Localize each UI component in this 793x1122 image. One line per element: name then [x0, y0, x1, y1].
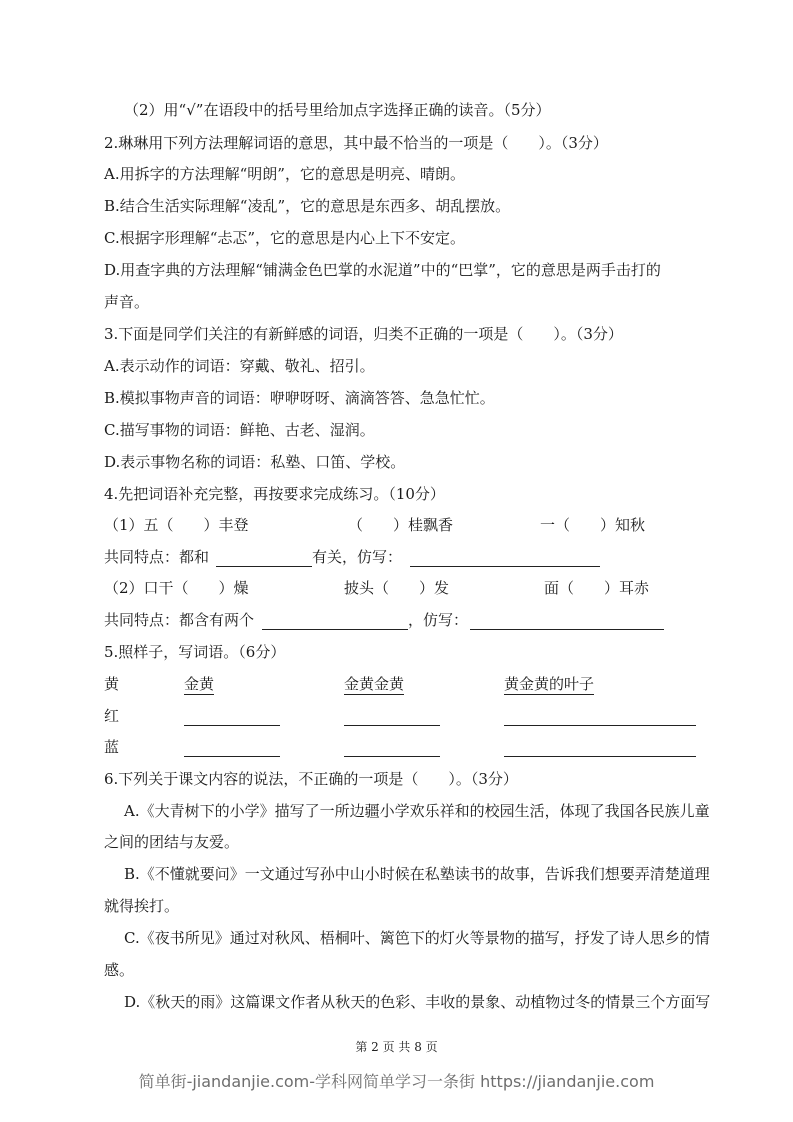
question-4-note-2: [104, 610, 764, 630]
example-word-1: 金黄: [184, 675, 215, 693]
question-6-option-a-line1: A.《大青树下的小学》描写了一所边疆小学欢乐祥和的校园生活，体现了我国各民族儿童: [124, 802, 710, 820]
char-label: 黄: [104, 675, 120, 693]
question-2-option-a: A.用拆字的方法理解“明朗”，它的意思是明亮、晴朗。: [104, 165, 465, 183]
answer-blank[interactable]: [504, 706, 696, 726]
answer-blank[interactable]: [470, 610, 664, 630]
question-2-option-c: C.根据字形理解“忐忑”，它的意思是内心上下不安定。: [104, 229, 466, 247]
question-1-part-2: （2）用“√”在语段中的括号里给加点字选择正确的读音。（5分）: [124, 101, 551, 119]
idiom-1: （1）五（ ）丰登: [104, 516, 249, 534]
question-2-option-d-line2: 声音。: [104, 293, 150, 311]
answer-blank[interactable]: [504, 737, 696, 757]
question-2-option-b: B.结合生活实际理解“凌乱”，它的意思是东西多、胡乱摆放。: [104, 197, 511, 215]
question-4-note-1: [104, 547, 764, 567]
answer-blank[interactable]: [184, 737, 280, 757]
question-4-stem: 4.先把词语补充完整，再按要求完成练习。（10分）: [104, 485, 445, 503]
imitate-label: 有关，仿写：: [312, 548, 403, 566]
question-3-stem: 3.下面是同学们关注的有新鲜感的词语，归类不正确的一项是（ ）。（3分）: [104, 325, 623, 343]
question-2-option-d-line1: D.用查字典的方法理解“铺满金色巴掌的水泥道”中的“巴掌”，它的意思是两手击打的: [104, 261, 661, 279]
answer-blank[interactable]: [344, 706, 440, 726]
example-word-2: 金黄金黄: [344, 675, 405, 693]
question-5-example-row: [104, 674, 764, 694]
common-feature-label: 共同特点：都和: [104, 548, 210, 566]
char-label: 红: [104, 707, 120, 725]
question-6-stem: 6.下列关于课文内容的说法，不正确的一项是（ ）。（3分）: [104, 770, 518, 788]
question-2-stem: 2.琳琳用下列方法理解词语的意思，其中最不恰当的一项是（ ）。（3分）: [104, 134, 608, 152]
answer-blank[interactable]: [262, 610, 408, 630]
question-3-option-b: B.模拟事物声音的词语：咿咿呀呀、滴滴答答、急急忙忙。: [104, 389, 495, 407]
idiom-3: 一（ ）知秋: [540, 516, 646, 534]
question-6-option-a-line2: 之间的团结与友爱。: [104, 833, 240, 851]
question-6-option-d-line1: D.《秋天的雨》这篇课文作者从秋天的色彩、丰收的景象、动植物过冬的情景三个方面写: [124, 993, 711, 1011]
answer-blank[interactable]: [410, 547, 600, 567]
question-6-option-b-line1: B.《不懂就要问》一文通过写孙中山小时候在私塾读书的故事，告诉我们想要弄清楚道理: [124, 865, 710, 883]
site-watermark[interactable]: 简单街-jiandanjie.com-学科网简单学习一条街 https://jiandanjie.com: [138, 1072, 655, 1091]
answer-blank[interactable]: [216, 547, 312, 567]
idiom-2: （ ）桂飘香: [348, 516, 454, 534]
idiom-5: 披头（ ）发: [344, 579, 450, 597]
imitate-label: ，仿写：: [408, 611, 469, 629]
char-label: 蓝: [104, 738, 120, 756]
question-4-row-2: [104, 578, 764, 598]
question-3-option-c: C.描写事物的词语：鲜艳、古老、湿润。: [104, 421, 375, 439]
question-4-row-1: [104, 515, 764, 535]
question-5-stem: 5.照样子，写词语。（6分）: [104, 643, 286, 661]
question-6-option-c-line1: C.《夜书所见》通过对秋风、梧桐叶、篱笆下的灯火等景物的描写，抒发了诗人思乡的情: [124, 929, 710, 947]
question-5-row-blue: [104, 737, 764, 757]
common-feature-label: 共同特点：都含有两个: [104, 611, 255, 629]
answer-blank[interactable]: [184, 706, 280, 726]
question-6-option-c-line2: 感。: [104, 961, 135, 979]
example-word-3: 黄金黄的叶子: [504, 675, 595, 693]
answer-blank[interactable]: [344, 737, 440, 757]
idiom-6: 面（ ）耳赤: [544, 579, 650, 597]
idiom-4: （2）口干（ ）燥: [104, 579, 249, 597]
question-3-option-a: A.表示动作的词语：穿戴、敬礼、招引。: [104, 357, 375, 375]
question-6-option-b-line2: 就得挨打。: [104, 897, 180, 915]
question-3-option-d: D.表示事物名称的词语：私塾、口笛、学校。: [104, 453, 406, 471]
page-number: 第 2 页 共 8 页: [355, 1040, 438, 1054]
question-5-row-red: [104, 706, 764, 726]
